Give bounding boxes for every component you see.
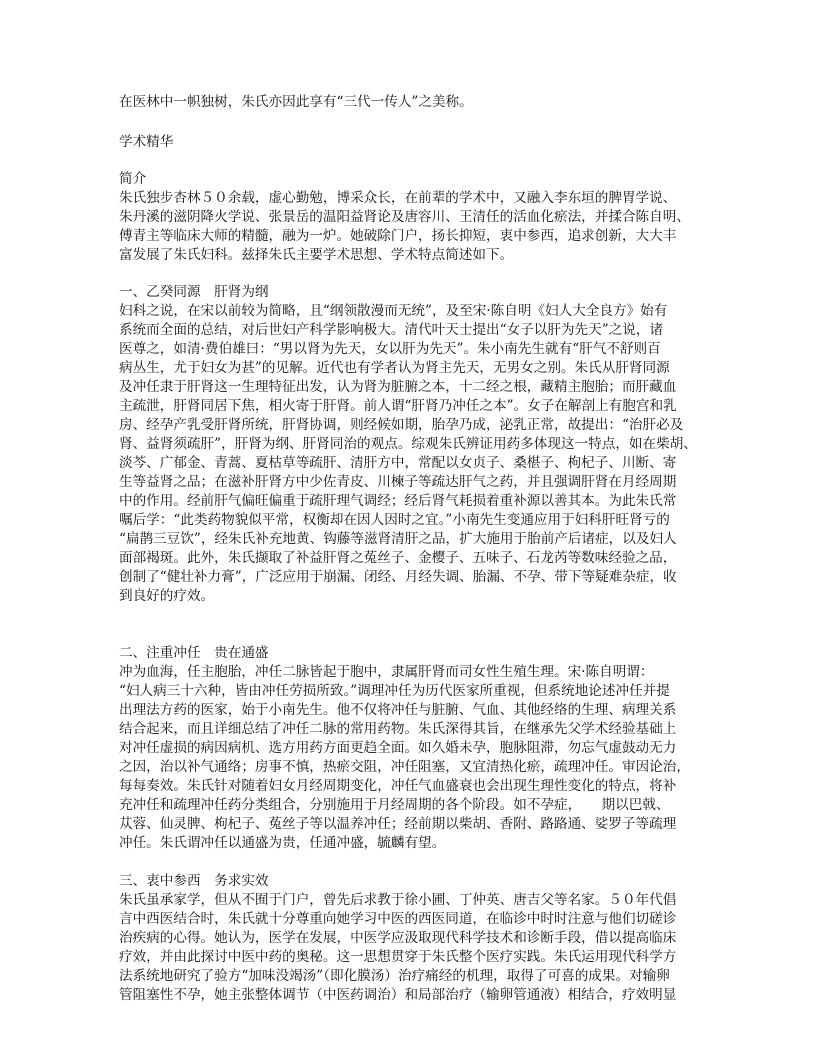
section-heading: 三、衷中参西 务求实效 xyxy=(119,873,269,889)
paragraph-line: 富发展了朱氏妇科。兹择朱氏主要学术思想、学术特点简述如下。 xyxy=(119,247,514,263)
paragraph-line: 朱氏独步杏林５０余载，虚心勤勉，博采众长，在前辈的学术中，又融入李东垣的脾胃学说、 xyxy=(119,190,677,206)
paragraph-line: 冲为血海，任主胞胎，冲任二脉皆起于胞中，隶属肝肾而司女性生殖生理。宋·陈自明谓： xyxy=(119,664,654,680)
paragraph-line: 言中西医结合时，朱氏就十分尊重向她学习中医的西医同道，在临诊中时时注意与他们切磋诊 xyxy=(119,911,677,927)
paragraph-line: 生等益肾之品；在滋补肝肾方中少佐青皮、川楝子等疏达肝气之药，并且强调肝肾在月经周期 xyxy=(119,474,677,490)
paragraph-line: 法系统地研究了验方“加味没竭汤”（即化膜汤）治疗痛经的机理，取得了可喜的成果。对输卵 xyxy=(119,968,670,984)
paragraph-line: 结合起来，而且详细总结了冲任二脉的常用药物。朱氏深得其旨，在继承先父学术经验基础上 xyxy=(119,721,677,737)
paragraph-line: 房、经孕产乳受肝肾所统，肝肾协调，则经候如期，胎孕乃成，泌乳正常，故提出：“治肝必及 xyxy=(119,417,684,433)
paragraph-line: 充冲任和疏理冲任药分类组合，分别施用于月经周期的各个阶段。如不孕症， 期以巴戟、 xyxy=(119,797,670,813)
paragraph-line: 中的作用。经前肝气偏旺偏重于疏肝理气调经；经后肾气耗损着重补源以善其本。为此朱氏常 xyxy=(119,493,677,509)
section-intro xyxy=(119,170,709,265)
paragraph-line: 朱氏虽承家学，但从不囿于门户，曾先后求教于徐小圃、丁仲英、唐吉父等名家。５０年代倡 xyxy=(119,892,677,908)
section-title: 学术精华 xyxy=(119,134,174,150)
paragraph-line: 对冲任虚损的病因病机、选方用药方面更趋全面。如久婚未孕，胞脉阻滞，勿忘气虚鼓动无力 xyxy=(119,740,677,756)
intro-line: 在医林中一帜独树，朱氏亦因此享有“三代一传人”之美称。 xyxy=(119,94,473,110)
paragraph-line: 之因，治以补气通络；房事不慎，热瘀交阻，冲任阻塞，又宜清热化瘀，疏理冲任。审因论治， xyxy=(119,759,690,775)
paragraph-line: “妇人病三十六种，皆由冲任劳损所致。”调理冲任为历代医家所重视，但系统地论述冲任并提 xyxy=(119,683,670,699)
intro-paragraph xyxy=(119,93,709,112)
paragraph-line: 到良好的疗效。 xyxy=(119,588,215,604)
section-title-block xyxy=(119,133,709,152)
paragraph-line: 及冲任隶于肝肾这一生理特征出发，认为肾为脏腑之本，十二经之根，藏精主胞胎；而肝藏血 xyxy=(119,379,677,395)
paragraph-line: 主疏泄，肝肾同居下焦，相火寄于肝肾。前人谓“肝肾乃冲任之本”。女子在解剖上有胞宫和乳 xyxy=(119,398,677,414)
paragraph-line: “扁鹊三豆饮”，经朱氏补充地黄、钩藤等滋肾清肝之品，扩大施用于胎前产后诸症，以及妇人 xyxy=(119,531,677,547)
section-heading: 一、乙癸同源 肝肾为纲 xyxy=(119,284,269,300)
section-integration xyxy=(119,872,709,1005)
section-heading: 简介 xyxy=(119,171,147,187)
paragraph-line: 苁蓉、仙灵脾、枸杞子、菟丝子等以温养冲任；经前期以柴胡、香附、路路通、娑罗子等疏理 xyxy=(119,816,677,832)
paragraph-line: 面部褐斑。此外，朱氏撷取了补益肝肾之菟丝子、金樱子、五味子、石龙芮等数味经验之品， xyxy=(119,550,677,566)
paragraph-line: 每每奏效。朱氏针对随着妇女月经周期变化，冲任气血盛衰也会出现生理性变化的特点，将补 xyxy=(119,778,677,794)
section-heading: 二、注重冲任 贵在通盛 xyxy=(119,645,269,661)
paragraph-line: 傅青主等临床大师的精髓，融为一炉。她破除门户，扬长抑短，衷中参西，追求创新，大大丰 xyxy=(119,228,677,244)
paragraph-line: 医尊之，如清·费伯雄曰：“男以肾为先天，女以肝为先天”。朱小南先生就有“肝气不舒则百 xyxy=(119,341,661,357)
paragraph-line: 冲任。朱氏谓冲任以通盛为贵，任通冲盛，毓麟有望。 xyxy=(119,835,446,851)
paragraph-line: 治疾病的心得。她认为，医学在发展，中医学应汲取现代科学技术和诊断手段，借以提高临床 xyxy=(119,930,677,946)
paragraph-line: 管阻塞性不孕，她主张整体调节（中医药调治）和局部治疗（输卵管通液）相结合，疗效明显 xyxy=(119,987,677,1003)
paragraph-line: 肾、益肾须疏肝”，肝肾为纲、肝肾同治的观点。综观朱氏辨证用药多体现这一特点，如在柴胡、 xyxy=(119,436,697,452)
paragraph-line: 朱丹溪的滋阴降火学说、张景岳的温阳益肾论及唐容川、王清任的活血化瘀法，并揉合陈自明、 xyxy=(119,209,690,225)
paragraph-line: 妇科之说，在宋以前较为简略，且“纲领散漫而无统”，及至宋·陈自明《妇人大全良方》始有 xyxy=(119,303,668,319)
section-liver-kidney xyxy=(119,283,709,606)
paragraph-line: 系统而全面的总结，对后世妇产科学影响极大。清代叶天士提出“女子以肝为先天”之说，诸 xyxy=(119,322,664,338)
paragraph-line: 创制了“健壮补力膏”，广泛应用于崩漏、闭经、月经失调、胎漏、不孕、带下等疑难杂症，收 xyxy=(119,569,677,585)
paragraph-line: 病丛生，尤于妇女为甚”的见解。近代也有学者认为肾主先天，无男女之别。朱氏从肝肾同源 xyxy=(119,360,670,376)
paragraph-line: 嘱后学：“此类药物貌似平常，权衡却在因人因时之宜。”小南先生变通应用于妇科肝旺肾亏的 xyxy=(119,512,670,528)
section-chong-ren xyxy=(119,644,709,853)
paragraph-line: 疗效，并由此探讨中医中药的奥秘。这一思想贯穿于朱氏整个医疗实践。朱氏运用现代科学方 xyxy=(119,949,677,965)
paragraph-line: 出理法方药的医家，始于小南先生。他不仅将冲任与脏腑、气血、其他经络的生理、病理关系 xyxy=(119,702,677,718)
paragraph-line: 淡芩、广郁金、青蒿、夏枯草等疏肝、清肝方中，常配以女贞子、桑椹子、枸杞子、川断、寄 xyxy=(119,455,677,471)
